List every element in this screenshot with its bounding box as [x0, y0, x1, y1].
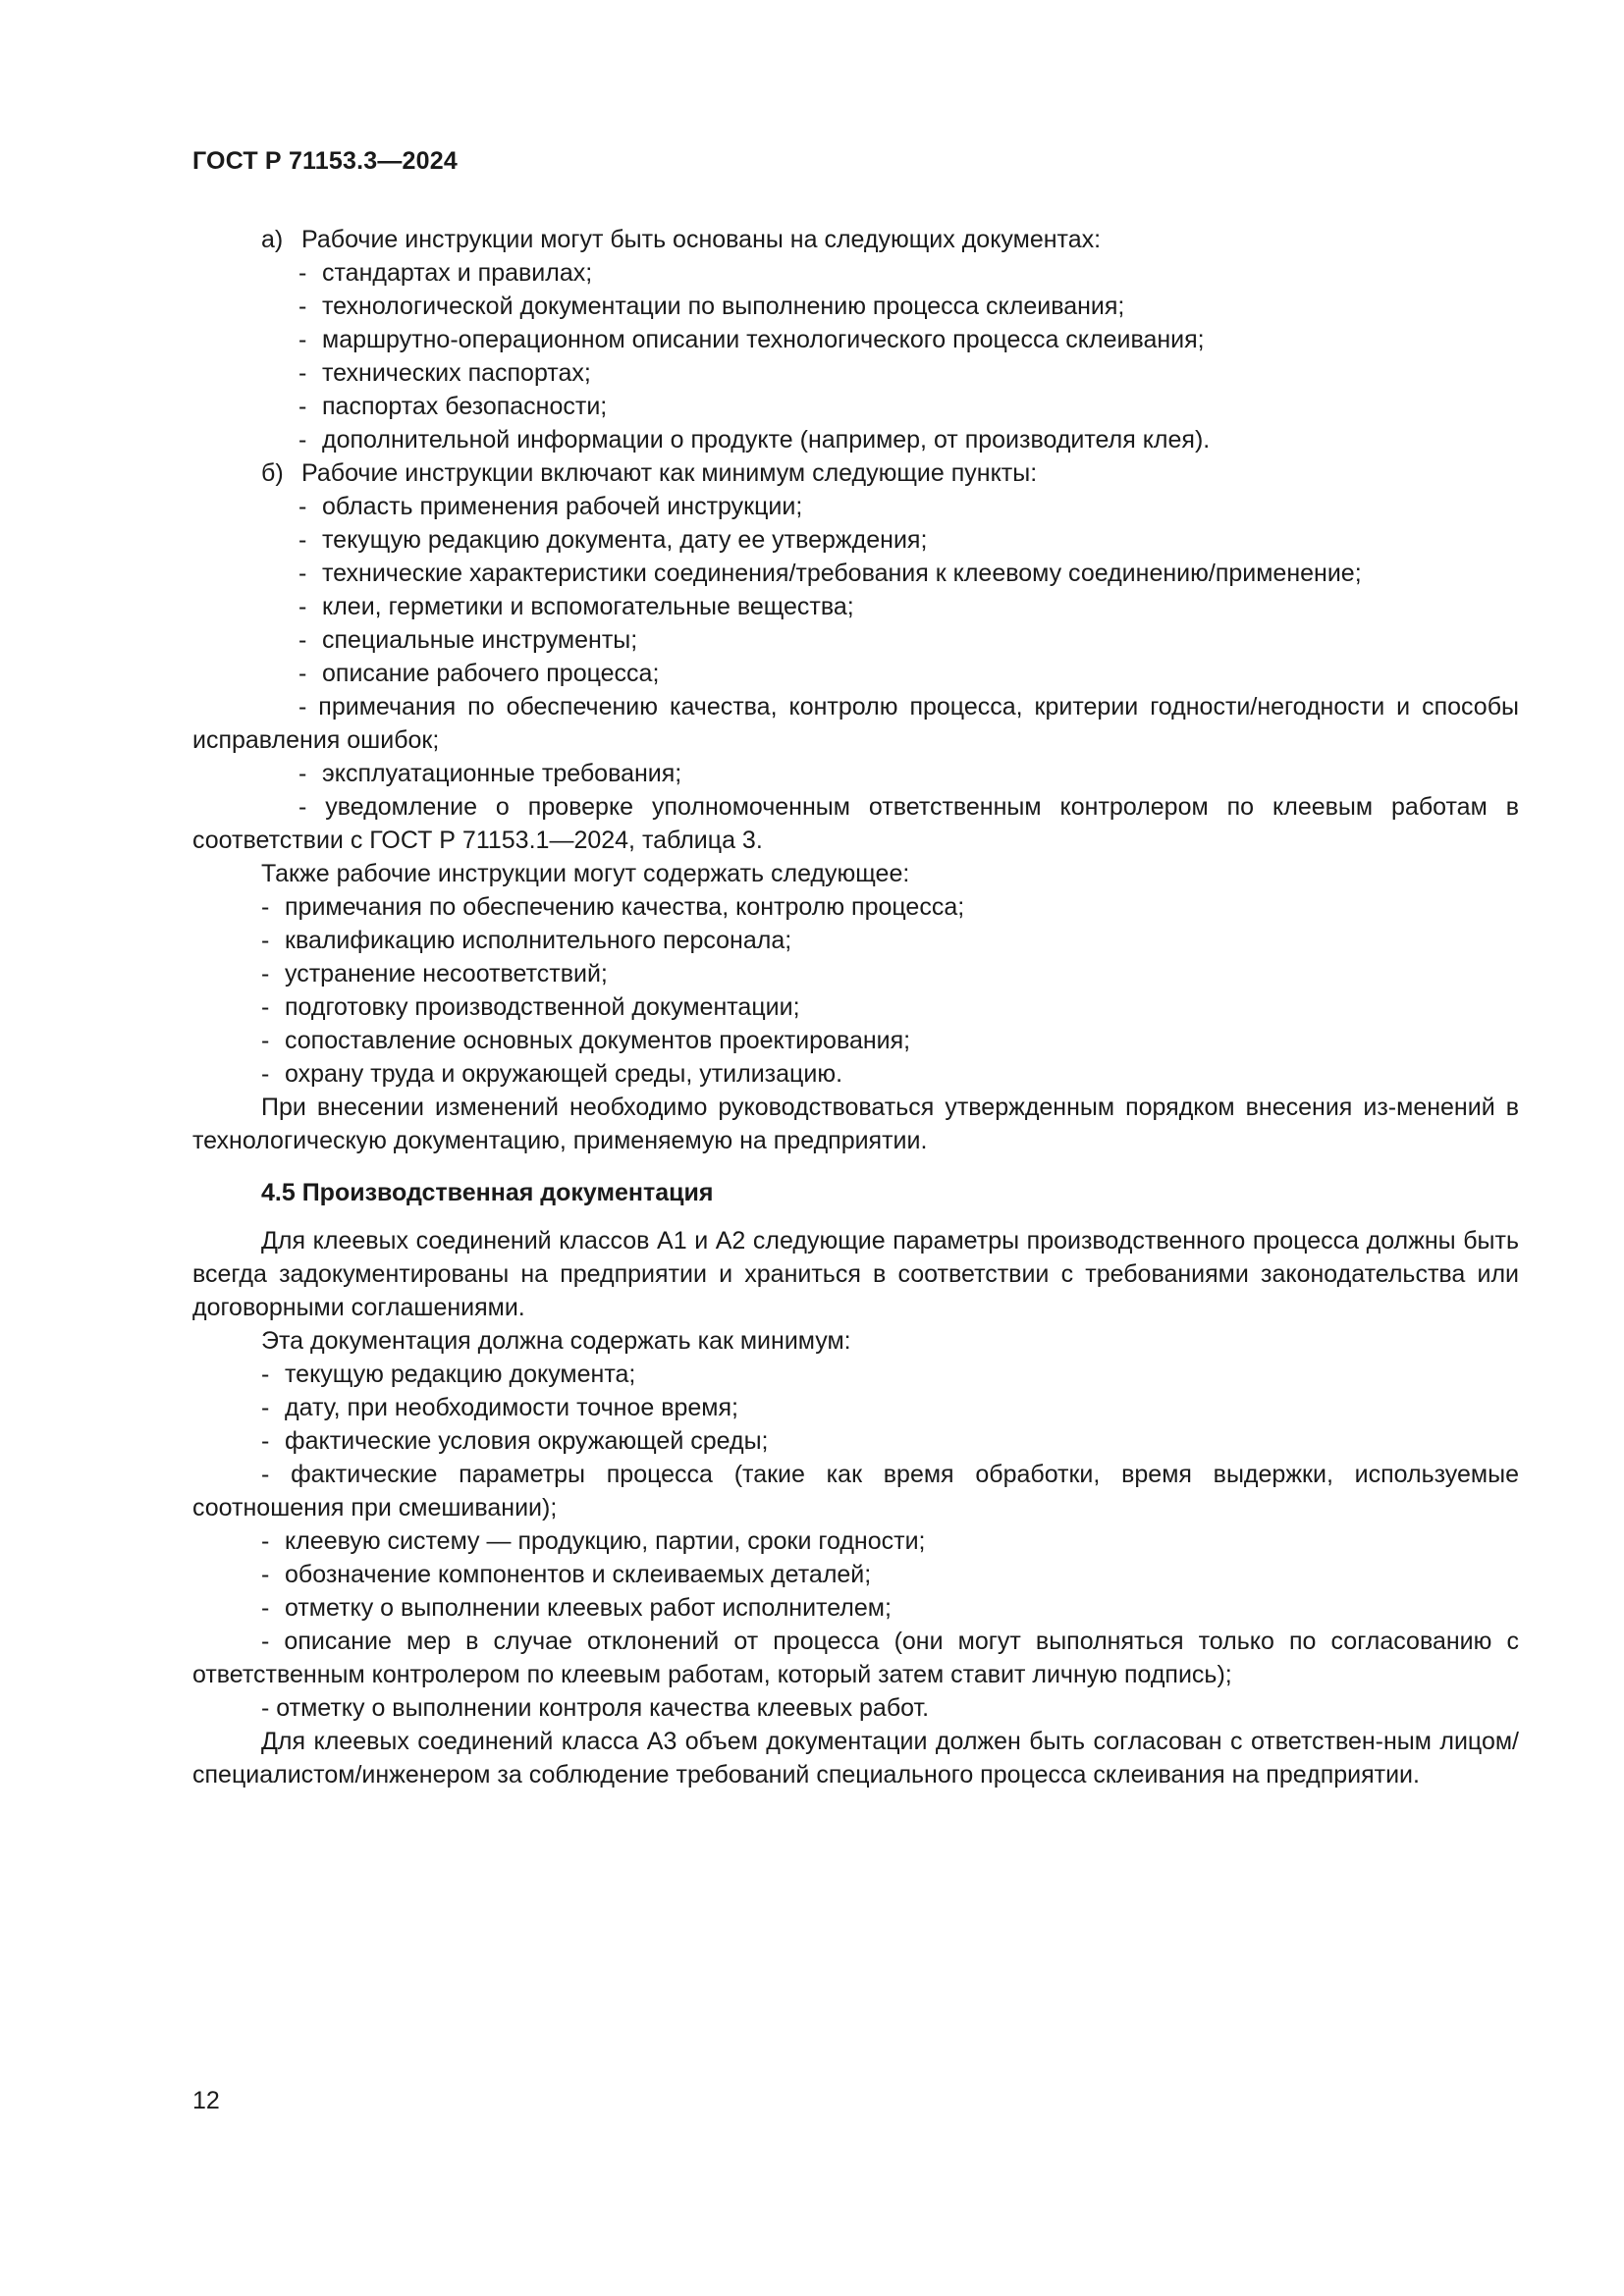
list-a-label: а): [261, 226, 284, 253]
list-item: - отметку о выполнении клеевых работ исполнителем;: [261, 1594, 892, 1622]
page-content: [192, 223, 1519, 1791]
list-item-params: - фактические параметры процесса (такие как время обработки, время выдержки, используемые соотношения при смешивании);: [192, 1461, 1519, 1522]
list-item-deviations: - описание мер в случае отклонений от процесса (они могут выполняться только по согласованию с ответственным контролером по клеевым работам, который затем ставит личную подпись);: [192, 1628, 1519, 1688]
section-heading: 4.5 Производственная документация: [261, 1179, 714, 1206]
list-item: - клеи, герметики и вспомогательные вещества;: [298, 593, 854, 620]
list-item: - дополнительной информации о продукте (например, от производителя клея).: [298, 426, 1211, 454]
list-item-control: - отметку о выполнении контроля качества клеевых работ.: [261, 1694, 930, 1722]
list-item: - паспортах безопасности;: [298, 393, 608, 420]
list-item: - квалификацию исполнительного персонала;: [261, 927, 792, 954]
list-item: - текущую редакцию документа, дату ее утверждения;: [298, 526, 928, 554]
section-paragraph: Для клеевых соединений классов А1 и А2 следующие параметры производственного процесса должны быть всегда задокументированы на предприятии и храниться в соответствии с требованиями законодательства или договорными соглашениями.: [192, 1227, 1519, 1321]
list-item: - технологической документации по выполнению процесса склеивания;: [298, 293, 1125, 320]
list-item: - обозначение компонентов и склеиваемых деталей;: [261, 1561, 872, 1588]
list-item: - стандартах и правилах;: [298, 259, 593, 287]
list-item: - примечания по обеспечению качества, контролю процесса;: [261, 893, 965, 921]
list-a-item: [192, 223, 1519, 256]
list-item-notice: - уведомление о проверке уполномоченным ответственным контролером по клеевым работам в соответствии с ГОСТ Р 71153.1—2024, таблица 3.: [192, 793, 1519, 854]
list-item: - текущую редакцию документа;: [261, 1361, 636, 1388]
list-item: - специальные инструменты;: [298, 626, 638, 654]
page-number: 12: [192, 2087, 220, 2114]
list-item: - эксплуатационные требования;: [298, 760, 682, 787]
list-item: - сопоставление основных документов проектирования;: [261, 1027, 911, 1054]
list-item: - устранение несоответствий;: [261, 960, 608, 988]
list-item: - фактические условия окружающей среды;: [261, 1427, 769, 1455]
section-intro: Эта документация должна содержать как минимум:: [261, 1327, 851, 1355]
list-b-label: б): [261, 459, 284, 487]
list-item-quality: - примечания по обеспечению качества, контролю процесса, критерии годности/негодности и способы исправления ошибок;: [192, 693, 1519, 754]
document-code-header: ГОСТ Р 71153.3—2024: [192, 147, 458, 175]
list-item: - охрану труда и окружающей среды, утилизацию.: [261, 1060, 843, 1088]
list-b-text: Рабочие инструкции включают как минимум следующие пункты:: [301, 459, 1038, 487]
additional-intro: Также рабочие инструкции могут содержать следующее:: [261, 860, 910, 887]
list-item: - дату, при необходимости точное время;: [261, 1394, 738, 1421]
section-paragraph-a3: Для клеевых соединений класса А3 объем документации должен быть согласован с ответствен-ным лицом/специалистом/инженером за соблюдение требований специального процесса склеивания на предприятии.: [192, 1728, 1519, 1789]
list-item: - клеевую систему — продукцию, партии, сроки годности;: [261, 1527, 926, 1555]
list-item: - подготовку производственной документации;: [261, 993, 800, 1021]
list-b-item: [192, 456, 1519, 490]
list-item: - область применения рабочей инструкции;: [298, 493, 803, 520]
list-item: - технических паспортах;: [298, 359, 591, 387]
list-item: - технические характеристики соединения/требования к клеевому соединению/применение;: [298, 560, 1362, 587]
list-a-text: Рабочие инструкции могут быть основаны на следующих документах:: [301, 226, 1102, 253]
list-item: - маршрутно-операционном описании технологического процесса склеивания;: [298, 326, 1205, 353]
changes-note: При внесении изменений необходимо руководствоваться утвержденным порядком внесения из-менений в технологическую документацию, применяемую на предприятии.: [192, 1094, 1519, 1154]
list-item: - описание рабочего процесса;: [298, 660, 660, 687]
